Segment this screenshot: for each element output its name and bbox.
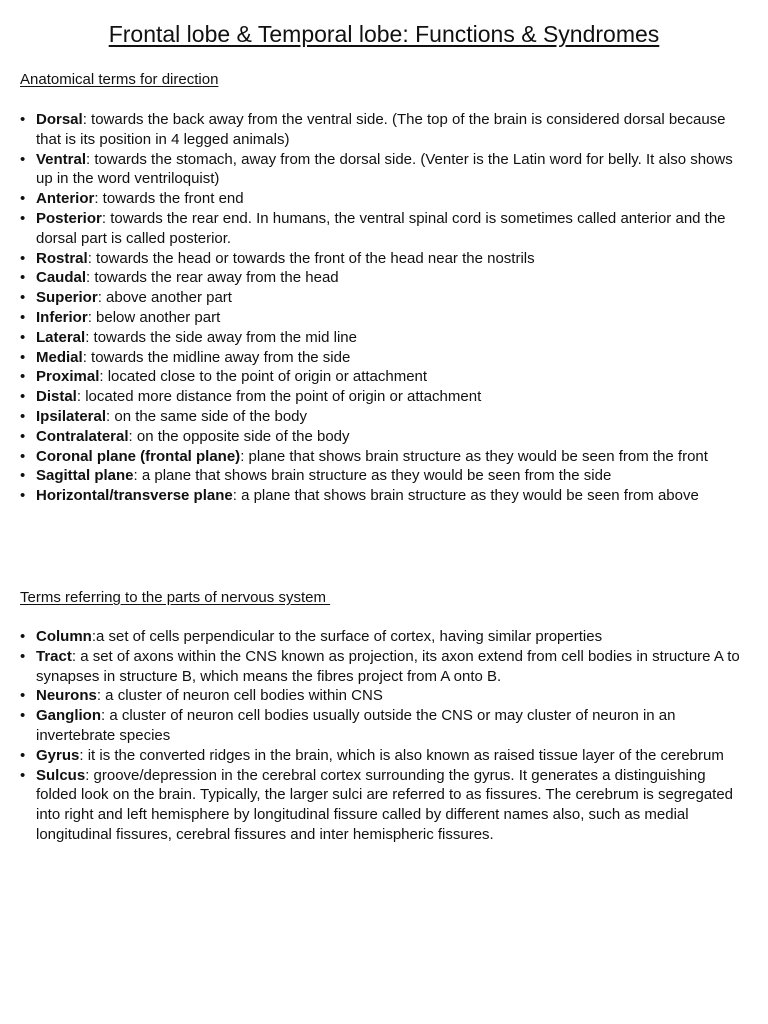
term-definition: : towards the stomach, away from the dorsal side. (Venter is the Latin word for belly. It also shows up in the word ventriloquist) — [36, 150, 733, 188]
term-definition: : located more distance from the point of origin or attachment — [76, 388, 482, 406]
term-name: Medial — [36, 348, 83, 366]
bullet-icon: • — [20, 150, 26, 168]
term-list-item — [0, 348, 740, 368]
term-list-item — [0, 110, 740, 150]
term-definition: : towards the back away from the ventral side. (The top of the brain is considered dorsal because that is its position in 4 legged animals) — [36, 111, 726, 148]
term-definition: : on the same side of the body — [106, 407, 308, 425]
term-name: Dorsal — [36, 111, 83, 128]
bullet-icon: • — [20, 249, 26, 267]
bullet-icon: • — [20, 427, 26, 445]
nervous-system-terms-list — [0, 627, 740, 845]
term-name: Contralateral — [36, 427, 129, 445]
bullet-icon: • — [20, 289, 26, 307]
bullet-icon: • — [20, 407, 26, 425]
term-name: Inferior — [36, 308, 88, 326]
term-name: Horizontal/transverse plane — [36, 487, 233, 505]
term-name: Rostral — [36, 249, 88, 267]
bullet-icon: • — [20, 348, 26, 366]
term-name: Neurons — [36, 687, 97, 705]
term-definition: : towards the side away from the mid line — [85, 328, 357, 346]
term-name: Lateral — [36, 328, 86, 346]
term-list-item — [0, 407, 740, 427]
term-definition: : located close to the point of origin or attachment — [99, 368, 428, 386]
bullet-icon: • — [20, 467, 26, 485]
term-definition: : groove/depression in the cerebral cortex surrounding the gyrus. It generates a distinguishing folded look on the brain. Typically, the larger sulci are referred to as fissures. The cerebrum is segregated into right and left hemisphere by longitudinal fissure called by different names also, such as medial longitudinal fissures, cerebral fissures and inter hemispheric fissures. — [36, 766, 734, 843]
term-list-item — [0, 189, 740, 209]
term-definition: : towards the rear end. In humans, the ventral spinal cord is sometimes called anterior and the dorsal part is called posterior. — [36, 209, 726, 247]
term-list-item — [0, 288, 740, 308]
term-definition: : a cluster of neuron cell bodies within CNS — [96, 687, 383, 705]
term-list-item — [0, 249, 740, 269]
term-name: Proximal — [36, 368, 100, 386]
bullet-icon: • — [20, 269, 26, 287]
term-list-item — [0, 627, 740, 647]
term-list-item — [0, 367, 740, 387]
term-list-item — [0, 766, 740, 845]
term-name: Sulcus — [36, 766, 86, 784]
term-list-item — [0, 150, 740, 190]
page-title: Frontal lobe & Temporal lobe: Functions & Syndromes — [108, 21, 660, 47]
term-list-item — [0, 466, 740, 486]
term-definition: : below another part — [87, 308, 221, 326]
term-name: Column — [36, 628, 92, 645]
bullet-icon: • — [20, 687, 26, 705]
term-definition: : a plane that shows brain structure as they would be seen from the side — [133, 467, 612, 485]
term-definition: : towards the rear away from the head — [86, 269, 339, 287]
term-list-item — [0, 647, 740, 687]
term-name: Sagittal plane — [36, 467, 134, 485]
term-definition: : on the opposite side of the body — [128, 427, 350, 445]
term-name: Ganglion — [36, 707, 101, 725]
bullet-icon: • — [20, 487, 26, 505]
term-name: Gyrus — [36, 746, 80, 764]
term-list-item — [0, 427, 740, 447]
bullet-icon: • — [20, 647, 26, 665]
term-name: Ipsilateral — [36, 407, 107, 425]
bullet-icon: • — [20, 766, 26, 784]
term-definition: : it is the converted ridges in the brain, which is also known as raised tissue layer of the cerebrum — [79, 746, 724, 764]
term-name: Caudal — [36, 269, 87, 287]
bullet-icon: • — [20, 328, 26, 346]
term-list-item — [0, 486, 740, 506]
term-definition: : above another part — [97, 289, 232, 307]
section-heading-direction-terms: Anatomical terms for direction — [20, 71, 219, 88]
term-list-item — [0, 268, 740, 288]
bullet-icon: • — [20, 447, 26, 465]
term-list-item — [0, 209, 740, 249]
term-definition: : a cluster of neuron cell bodies usually outside the CNS or may cluster of neuron in an invertebrate species — [36, 707, 676, 744]
term-list-item — [0, 706, 740, 746]
bullet-icon: • — [20, 746, 26, 764]
bullet-icon: • — [20, 111, 26, 128]
term-definition: :a set of cells perpendicular to the surface of cortex, having similar properties — [91, 628, 603, 645]
bullet-icon: • — [20, 628, 26, 645]
term-list-item — [0, 447, 740, 467]
bullet-icon: • — [20, 707, 26, 725]
term-name: Superior — [36, 289, 98, 307]
bullet-icon: • — [20, 209, 26, 227]
section-heading-nervous-system-terms: Terms referring to the parts of nervous system — [20, 589, 331, 606]
term-name: Distal — [36, 388, 77, 406]
term-name: Anterior — [36, 190, 95, 208]
term-definition: : towards the head or towards the front of the head near the nostrils — [87, 249, 535, 267]
term-list-item — [0, 328, 740, 348]
term-list-item — [0, 308, 740, 328]
term-definition: : a plane that shows brain structure as they would be seen from above — [232, 487, 699, 505]
bullet-icon: • — [20, 308, 26, 326]
term-definition: : towards the front end — [94, 190, 244, 208]
term-list-item — [0, 686, 740, 706]
term-name: Ventral — [36, 150, 87, 168]
term-name: Tract — [36, 647, 72, 665]
bullet-icon: • — [20, 368, 26, 386]
term-definition: : plane that shows brain structure as they would be seen from the front — [240, 447, 708, 465]
term-name: Coronal plane (frontal plane) — [36, 447, 241, 465]
term-definition: : a set of axons within the CNS known as projection, its axon extend from cell bodies in structure A to synapses in structure B, which means the fibres project from A onto B. — [36, 647, 740, 685]
bullet-icon: • — [20, 388, 26, 406]
term-list-item — [0, 746, 740, 766]
term-list-item — [0, 387, 740, 407]
term-name: Posterior — [36, 209, 102, 227]
term-definition: : towards the midline away from the side — [82, 348, 351, 366]
bullet-icon: • — [20, 190, 26, 208]
direction-terms-list — [0, 110, 740, 506]
